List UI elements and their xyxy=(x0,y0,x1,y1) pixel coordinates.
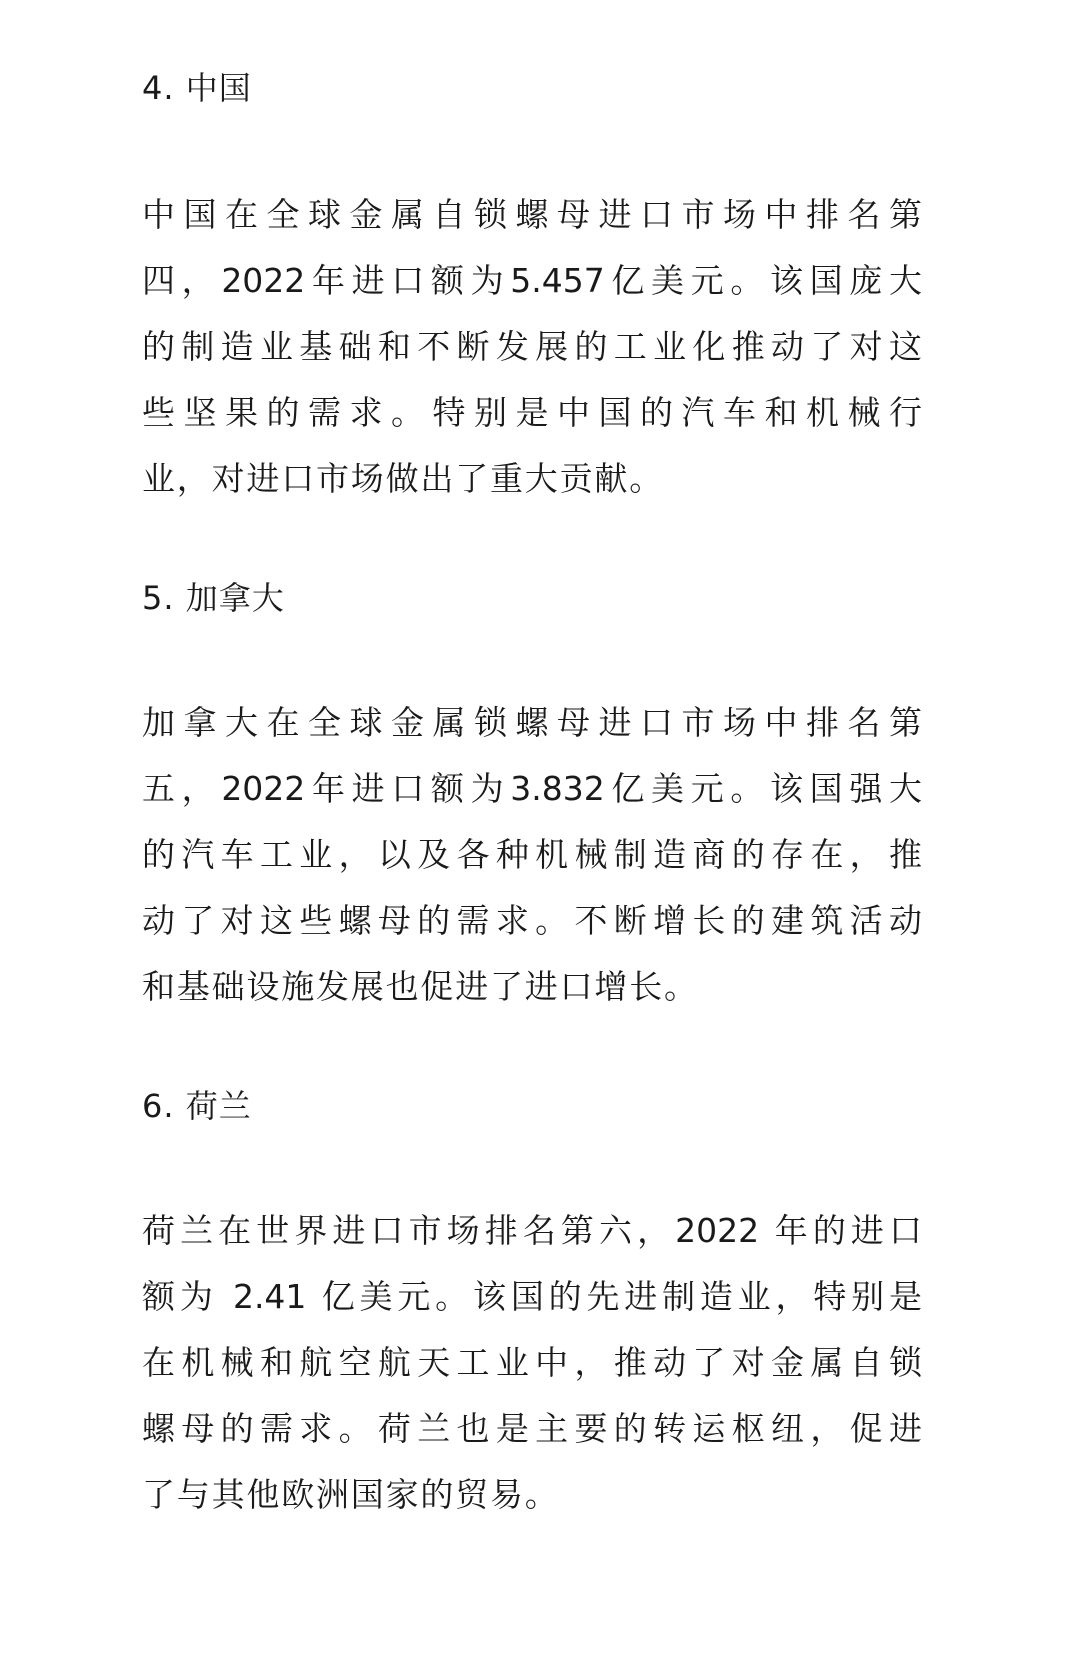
paragraph-line: 些坚果的需求。特别是中国的汽车和机械行 xyxy=(142,393,922,432)
paragraph-line: 动了对这些螺母的需求。不断增长的建筑活动 xyxy=(142,901,922,940)
section-heading-netherlands: 6. 荷兰 xyxy=(142,1087,252,1125)
section-heading-china: 4. 中国 xyxy=(142,69,252,107)
paragraph-china xyxy=(142,182,922,512)
paragraph-line: 荷兰在世界进口市场排名第六，2022 年的进口 xyxy=(142,1211,922,1250)
paragraph-line: 的汽车工业，以及各种机械制造商的存在，推 xyxy=(142,835,922,874)
paragraph-netherlands xyxy=(142,1198,922,1528)
paragraph-line: 中国在全球金属自锁螺母进口市场中排名第 xyxy=(142,195,922,234)
paragraph-line: 业，对进口市场做出了重大贡献。 xyxy=(142,459,664,498)
paragraph-canada xyxy=(142,690,922,1020)
paragraph-line: 加拿大在全球金属锁螺母进口市场中排名第 xyxy=(142,703,922,742)
paragraph-line: 在机械和航空航天工业中，推动了对金属自锁 xyxy=(142,1343,922,1382)
paragraph-line: 五，2022年进口额为3.832亿美元。该国强大 xyxy=(142,769,922,808)
paragraph-line: 额为 2.41 亿美元。该国的先进制造业，特别是 xyxy=(142,1277,922,1316)
paragraph-line: 的制造业基础和不断发展的工业化推动了对这 xyxy=(142,327,922,366)
paragraph-line: 螺母的需求。荷兰也是主要的转运枢纽，促进 xyxy=(142,1409,922,1448)
paragraph-line: 和基础设施发展也促进了进口增长。 xyxy=(142,967,699,1006)
paragraph-line: 了与其他欧洲国家的贸易。 xyxy=(142,1475,560,1514)
paragraph-line: 四，2022年进口额为5.457亿美元。该国庞大 xyxy=(142,261,922,300)
section-heading-canada: 5. 加拿大 xyxy=(142,579,285,617)
